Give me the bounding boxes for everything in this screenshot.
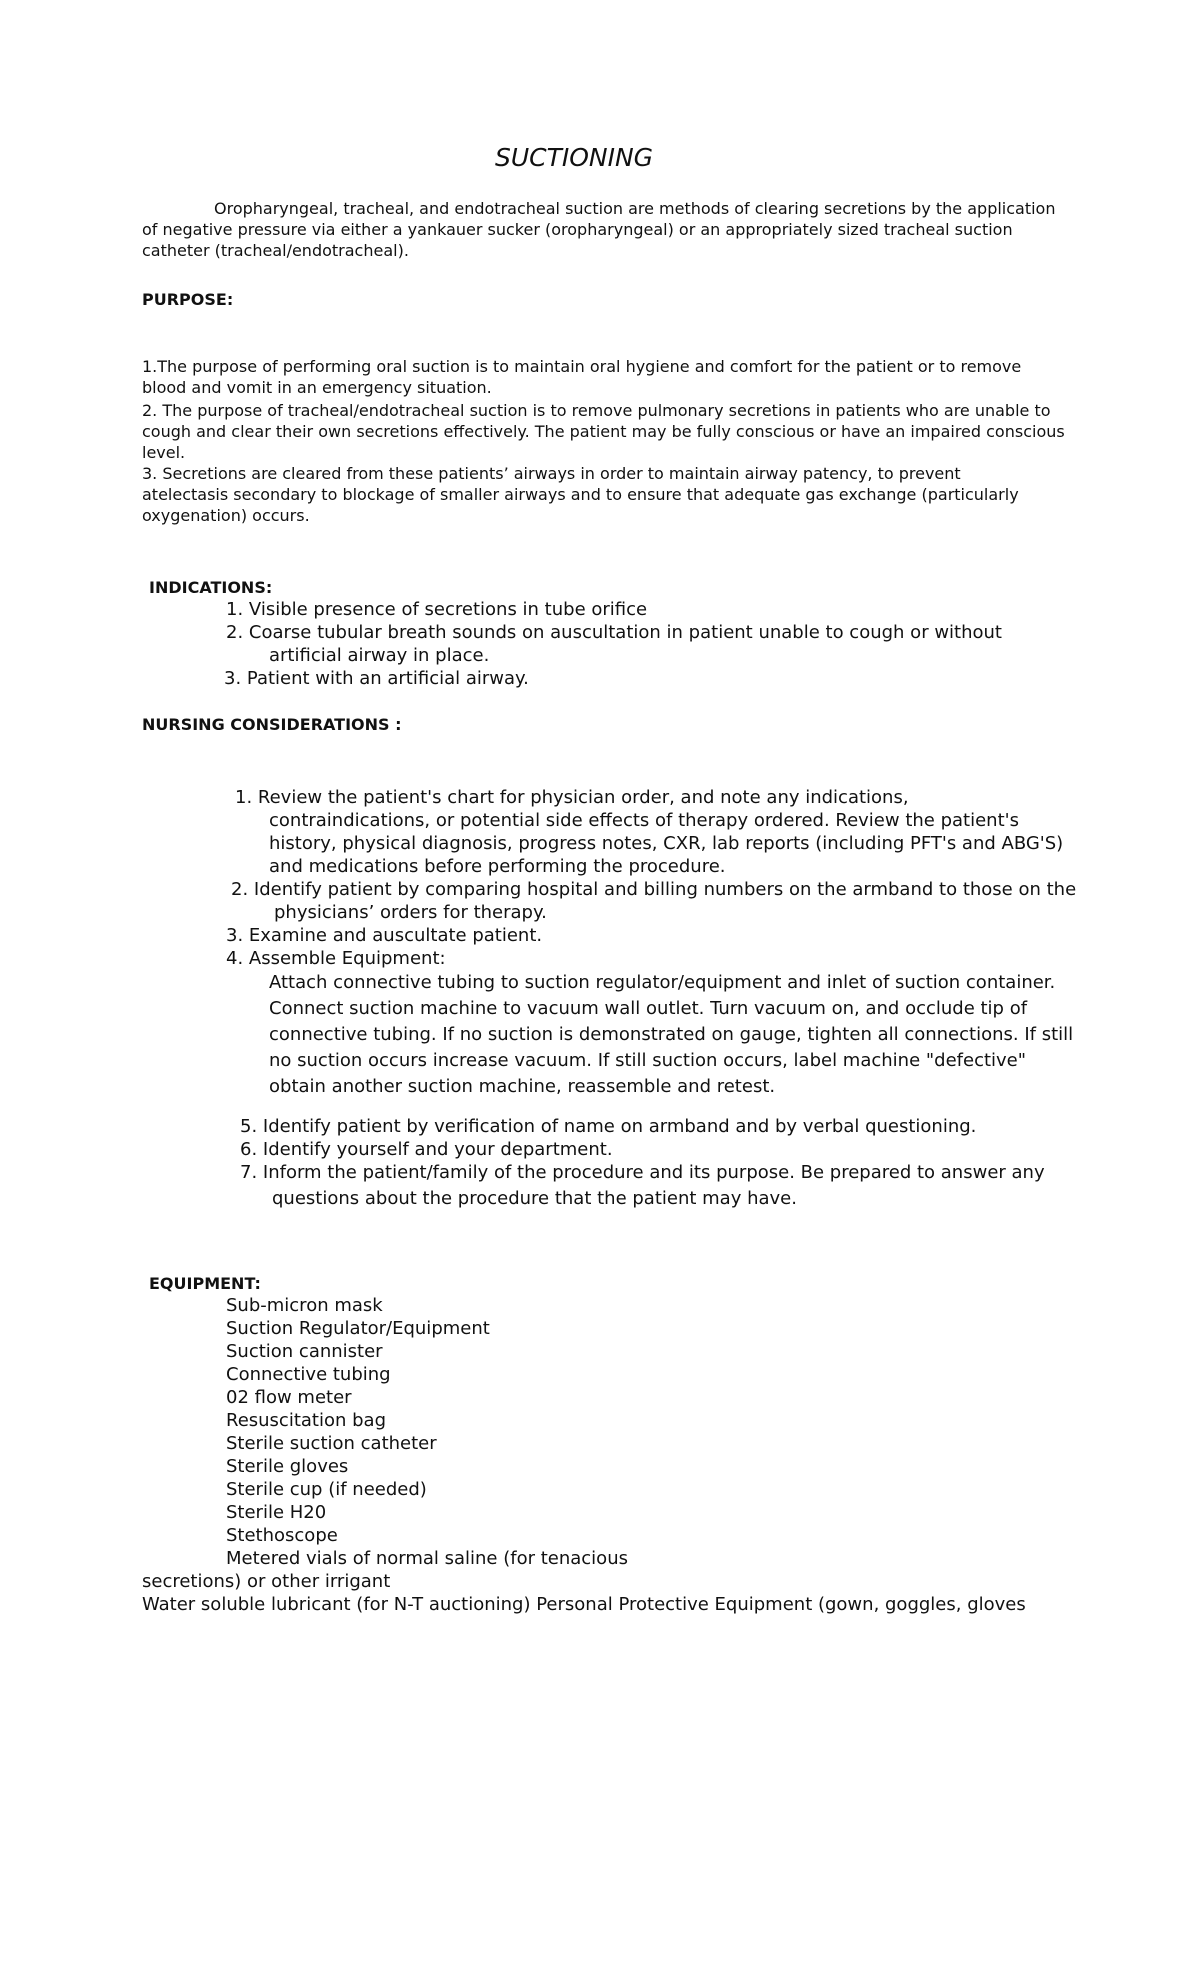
equipment-item: Resuscitation bag bbox=[226, 1410, 387, 1431]
nursing-line: obtain another suction machine, reassemble and retest. bbox=[269, 1076, 776, 1097]
equipment-item: Sterile cup (if needed) bbox=[226, 1479, 427, 1500]
equipment-item: Water soluble lubricant (for N-T auctioning) Personal Protective Equipment (gown, goggles, gloves bbox=[142, 1594, 1026, 1615]
nursing-line: contraindications, or potential side effects of therapy ordered. Review the patient's bbox=[269, 810, 1019, 831]
nursing-line: 7. Inform the patient/family of the procedure and its purpose. Be prepared to answer any bbox=[240, 1162, 1045, 1183]
equipment-item: Metered vials of normal saline (for tenacious bbox=[226, 1548, 628, 1569]
purpose-heading: PURPOSE: bbox=[142, 290, 234, 309]
equipment-item: secretions) or other irrigant bbox=[142, 1571, 391, 1592]
purpose-line: oxygenation) occurs. bbox=[142, 506, 310, 525]
equipment-item: Suction Regulator/Equipment bbox=[226, 1318, 490, 1339]
equipment-item: Suction cannister bbox=[226, 1341, 383, 1362]
intro-line: catheter (tracheal/endotracheal). bbox=[142, 241, 409, 260]
purpose-line: atelectasis secondary to blockage of smaller airways and to ensure that adequate gas exchange (particularly bbox=[142, 485, 1019, 504]
equipment-item: Sub-micron mask bbox=[226, 1295, 383, 1316]
purpose-line: 2. The purpose of tracheal/endotracheal suction is to remove pulmonary secretions in patients who are unable to bbox=[142, 401, 1051, 420]
nursing-line: and medications before performing the procedure. bbox=[269, 856, 726, 877]
intro-line: Oropharyngeal, tracheal, and endotracheal suction are methods of clearing secretions by the application bbox=[214, 199, 1056, 218]
nursing-line: 4. Assemble Equipment: bbox=[226, 948, 446, 969]
equipment-item: Sterile gloves bbox=[226, 1456, 349, 1477]
equipment-item: 02 flow meter bbox=[226, 1387, 352, 1408]
page-title: SUCTIONING bbox=[494, 143, 654, 172]
nursing-line: connective tubing. If no suction is demonstrated on gauge, tighten all connections. If still bbox=[269, 1024, 1074, 1045]
purpose-line: 1.The purpose of performing oral suction is to maintain oral hygiene and comfort for the patient or to remove bbox=[142, 357, 1022, 376]
nursing-heading: NURSING CONSIDERATIONS : bbox=[142, 715, 402, 734]
indications-line: artificial airway in place. bbox=[269, 645, 490, 666]
nursing-line: 2. Identify patient by comparing hospital and billing numbers on the armband to those on the bbox=[231, 879, 1077, 900]
indications-line: 2. Coarse tubular breath sounds on auscultation in patient unable to cough or without bbox=[226, 622, 1002, 643]
equipment-item: Stethoscope bbox=[226, 1525, 338, 1546]
purpose-line: 3. Secretions are cleared from these patients’ airways in order to maintain airway patency, to prevent bbox=[142, 464, 961, 483]
purpose-line: cough and clear their own secretions effectively. The patient may be fully conscious or have an impaired conscious bbox=[142, 422, 1065, 441]
nursing-line: physicians’ orders for therapy. bbox=[274, 902, 547, 923]
equipment-item: Connective tubing bbox=[226, 1364, 391, 1385]
equipment-heading: EQUIPMENT: bbox=[149, 1274, 261, 1293]
intro-line: of negative pressure via either a yankauer sucker (oropharyngeal) or an appropriately sized tracheal suction bbox=[142, 220, 1013, 239]
nursing-line: questions about the procedure that the patient may have. bbox=[272, 1188, 797, 1209]
indications-line: 1. Visible presence of secretions in tube orifice bbox=[226, 599, 648, 620]
purpose-line: level. bbox=[142, 443, 186, 462]
nursing-line: 5. Identify patient by verification of name on armband and by verbal questioning. bbox=[240, 1116, 977, 1137]
nursing-line: 1. Review the patient's chart for physician order, and note any indications, bbox=[235, 787, 909, 808]
indications-line: 3. Patient with an artificial airway. bbox=[224, 668, 529, 689]
nursing-line: history, physical diagnosis, progress notes, CXR, lab reports (including PFT's and ABG'S) bbox=[269, 833, 1064, 854]
nursing-line: no suction occurs increase vacuum. If still suction occurs, label machine "defective" bbox=[269, 1050, 1027, 1071]
equipment-item: Sterile suction catheter bbox=[226, 1433, 437, 1454]
equipment-item: Sterile H20 bbox=[226, 1502, 327, 1523]
nursing-line: Connect suction machine to vacuum wall outlet. Turn vacuum on, and occlude tip of bbox=[269, 998, 1028, 1019]
nursing-line: Attach connective tubing to suction regulator/equipment and inlet of suction container. bbox=[269, 972, 1056, 993]
nursing-line: 6. Identify yourself and your department. bbox=[240, 1139, 613, 1160]
indications-heading: INDICATIONS: bbox=[149, 578, 273, 597]
nursing-line: 3. Examine and auscultate patient. bbox=[226, 925, 543, 946]
purpose-line: blood and vomit in an emergency situation. bbox=[142, 378, 492, 397]
